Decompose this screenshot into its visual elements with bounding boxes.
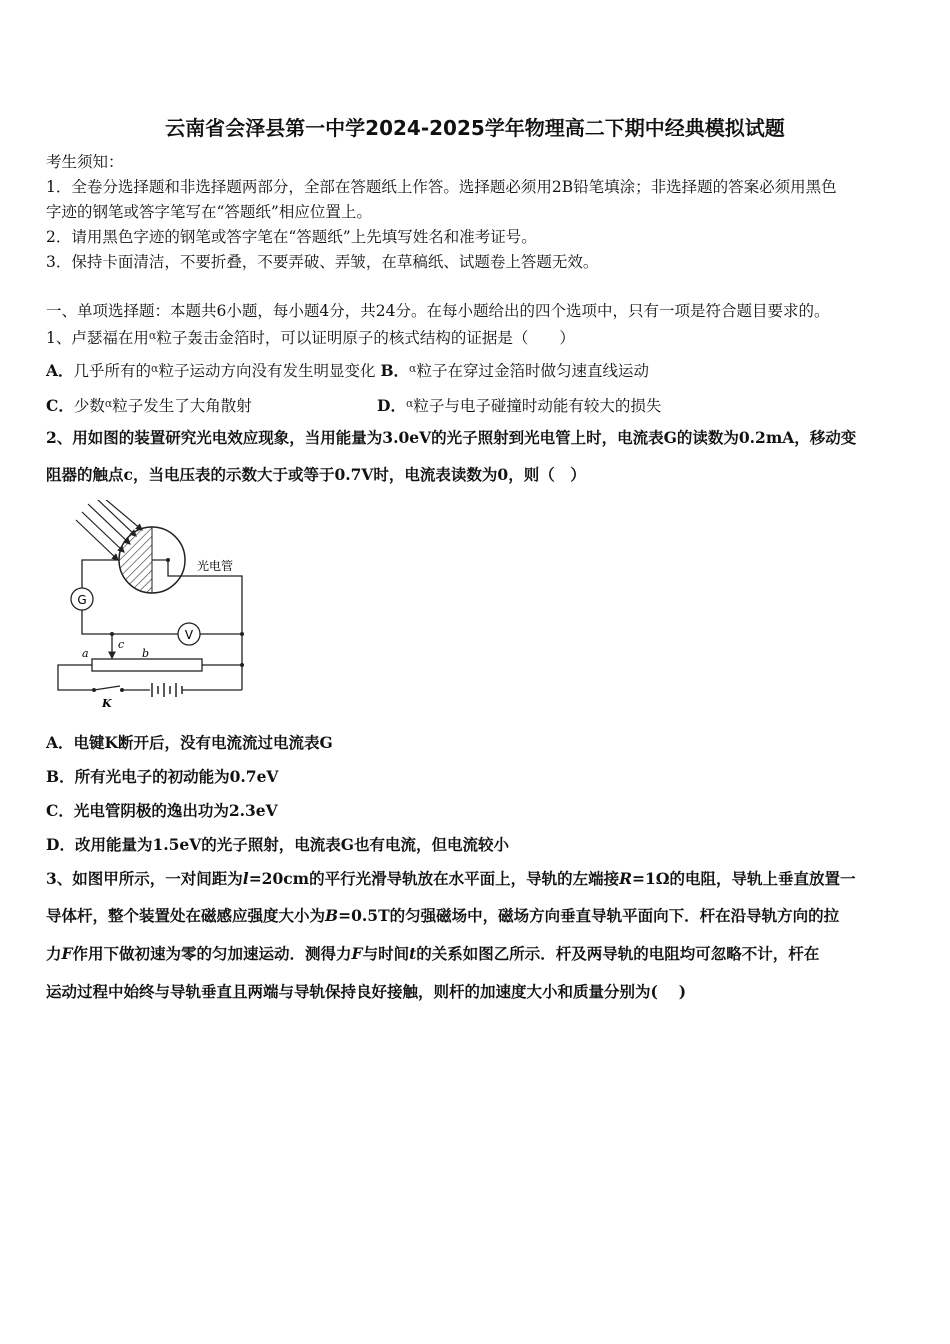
svg-text:b: b	[142, 647, 150, 660]
q1-option-b-label: B．	[380, 361, 410, 380]
svg-text:G: G	[77, 593, 87, 607]
switch-k	[92, 686, 124, 710]
photoelectric-circuit-diagram	[52, 500, 262, 712]
page-title: 云南省会泽县第一中学2024-2025学年物理高二下期中经典模拟试题	[165, 116, 785, 140]
q3-stem-line1: 3、如图甲所示，一对间距为l=20cm的平行光滑导轨放在水平面上，导轨的左端接R=1Ω的电阻，导轨上垂直放置一	[46, 869, 856, 888]
tube-label: 光电管	[197, 559, 234, 573]
q3-stem-line3: 力F作用下做初速为零的匀加速运动．测得力F与时间t的关系如图乙所示．杆及两导轨的电阻均可忽略不计，杆在	[46, 944, 820, 963]
q2-stem-line1: 2、用如图的装置研究光电效应现象，当用能量为3.0eV的光子照射到光电管上时，电流表G的读数为0.2mA，移动变	[46, 428, 857, 447]
alpha-symbol: α	[148, 329, 157, 342]
q2-option-d: D．改用能量为1.5eV的光子照射，电流表G也有电流，但电流较小	[46, 835, 510, 854]
notice-item-1b: 字迹的钢笔或答字笔写在“答题纸”相应位置上。	[46, 203, 372, 221]
q1-options-ab: A．几乎所有的$^\alpha$粒子运动方向没有发生明显变化 B．$^\alpha$粒子在穿过金箔时做匀速直线运动	[46, 361, 649, 380]
svg-text:K: K	[102, 697, 112, 710]
q1-option-a-label: A．	[46, 361, 74, 380]
notice-item-3: 3．保持卡面清洁，不要折叠，不要弄破、弄皱，在草稿纸、试题卷上答题无效。	[46, 253, 599, 271]
battery	[152, 683, 182, 697]
photo-tube	[119, 527, 185, 593]
voltmeter-v	[178, 623, 200, 645]
svg-text:a: a	[82, 647, 89, 660]
q3-stem-line4: 运动过程中始终与导轨垂直且两端与导轨保持良好接触，则杆的加速度大小和质量分别为( )	[46, 982, 687, 1001]
q2-option-c: C．光电管阴极的逸出功为2.3eV	[46, 801, 278, 820]
galvanometer-g	[71, 588, 93, 610]
notice-item-1a: 1．全卷分选择题和非选择题两部分，全部在答题纸上作答。选择题必须用2B铅笔填涂；非选择题的答案必须用黑色	[46, 178, 837, 196]
q1-options-cd: C．少数$^\alpha$粒子发生了大角散射 D．$^\alpha$粒子与电子碰撞时动能有较大的损失	[46, 396, 662, 415]
q3-stem-line2: 导体杆，整个装置处在磁感应强度大小为B=0.5T的匀强磁场中，磁场方向垂直导轨平面向下．杆在沿导轨方向的拉	[46, 906, 840, 925]
q1-stem: 1、卢瑟福在用$^\alpha$粒子轰击金箔时，可以证明原子的核式结构的证据是（ ）	[46, 329, 575, 347]
q1-option-d-label: D．	[377, 396, 406, 415]
q2-option-a: A．电键K断开后，没有电流流过电流表G	[46, 733, 333, 752]
q2-option-b: B．所有光电子的初动能为0.7eV	[46, 767, 279, 786]
svg-text:c: c	[118, 638, 125, 651]
notice-heading: 考生须知：	[46, 153, 124, 171]
section-heading: 一、单项选择题：本题共6小题，每小题4分，共24分。在每小题给出的四个选项中，只有一项是符合题目要求的。	[46, 302, 830, 320]
q1-option-c-label: C．	[46, 396, 74, 415]
notice-item-2: 2．请用黑色字迹的钢笔或答字笔在“答题纸”上先填写姓名和准考证号。	[46, 228, 537, 246]
svg-text:V: V	[184, 628, 194, 642]
q2-stem-line2: 阻器的触点c，当电压表的示数大于或等于0.7V时，电流表读数为0，则（ ）	[46, 465, 586, 484]
